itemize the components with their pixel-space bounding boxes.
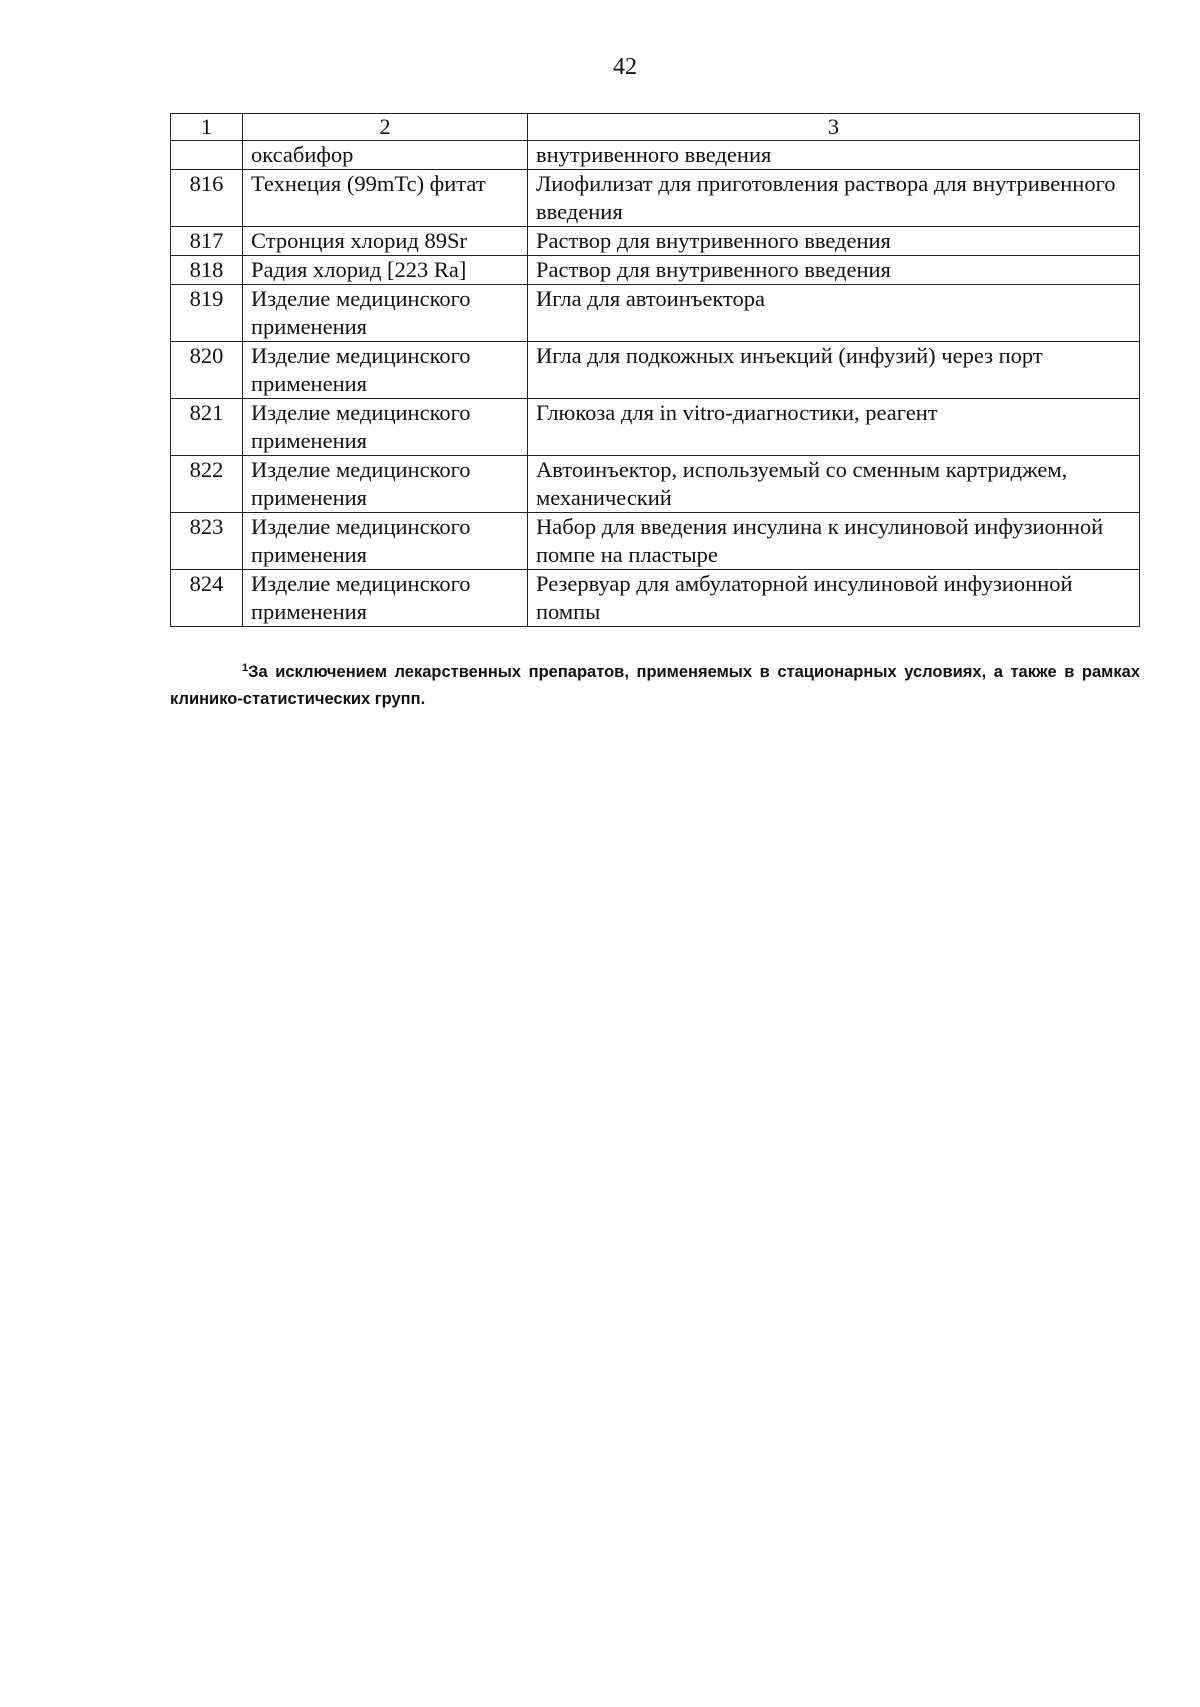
row-form: Автоинъектор, используемый со сменным картриджем, механический [528, 456, 1140, 513]
row-number: 824 [171, 570, 243, 627]
row-number: 818 [171, 256, 243, 285]
row-number: 820 [171, 342, 243, 399]
table-row [171, 170, 1140, 227]
table-row [171, 342, 1140, 399]
table-row [171, 570, 1140, 627]
row-form: Раствор для внутривенного введения [528, 256, 1140, 285]
row-name: оксабифор [243, 141, 528, 170]
row-form: Набор для введения инсулина к инсулиновой инфузионной помпе на пластыре [528, 513, 1140, 570]
row-form: внутривенного введения [528, 141, 1140, 170]
row-number [171, 141, 243, 170]
header-col-3: 3 [528, 114, 1140, 141]
row-name: Изделие медицинского применения [243, 342, 528, 399]
row-name: Изделие медицинского применения [243, 399, 528, 456]
row-name: Изделие медицинского применения [243, 513, 528, 570]
row-number: 816 [171, 170, 243, 227]
row-name: Радия хлорид [223 Ra] [243, 256, 528, 285]
row-name: Стронция хлорид 89Sr [243, 227, 528, 256]
row-number: 821 [171, 399, 243, 456]
row-form: Глюкоза для in vitro-диагностики, реагент [528, 399, 1140, 456]
table-row [171, 141, 1140, 170]
table-row [171, 513, 1140, 570]
row-number: 817 [171, 227, 243, 256]
row-name: Изделие медицинского применения [243, 285, 528, 342]
row-number: 822 [171, 456, 243, 513]
table-row [171, 285, 1140, 342]
footnote-text: За исключением лекарственных препаратов, применяемых в стационарных условиях, а также в рамках клинико-статистических групп. [170, 663, 1140, 708]
row-form: Резервуар для амбулаторной инсулиновой инфузионной помпы [528, 570, 1140, 627]
row-form: Игла для автоинъектора [528, 285, 1140, 342]
row-number: 823 [171, 513, 243, 570]
table-row [171, 456, 1140, 513]
table-row [171, 399, 1140, 456]
row-name: Технеция (99mTc) фитат [243, 170, 528, 227]
table-body [171, 114, 1140, 627]
table-row [171, 256, 1140, 285]
table-row [171, 227, 1140, 256]
header-col-2: 2 [243, 114, 528, 141]
footnote-marker: 1 [242, 662, 249, 674]
row-form: Игла для подкожных инъекций (инфузий) через порт [528, 342, 1140, 399]
page-number: 42 [613, 54, 637, 80]
row-name: Изделие медицинского применения [243, 456, 528, 513]
row-number: 819 [171, 285, 243, 342]
row-form: Раствор для внутривенного введения [528, 227, 1140, 256]
medications-table [170, 113, 1140, 627]
header-col-1: 1 [171, 114, 243, 141]
table-header-row [171, 114, 1140, 141]
footnote [170, 655, 1140, 713]
row-name: Изделие медицинского применения [243, 570, 528, 627]
row-form: Лиофилизат для приготовления раствора для внутривенного введения [528, 170, 1140, 227]
